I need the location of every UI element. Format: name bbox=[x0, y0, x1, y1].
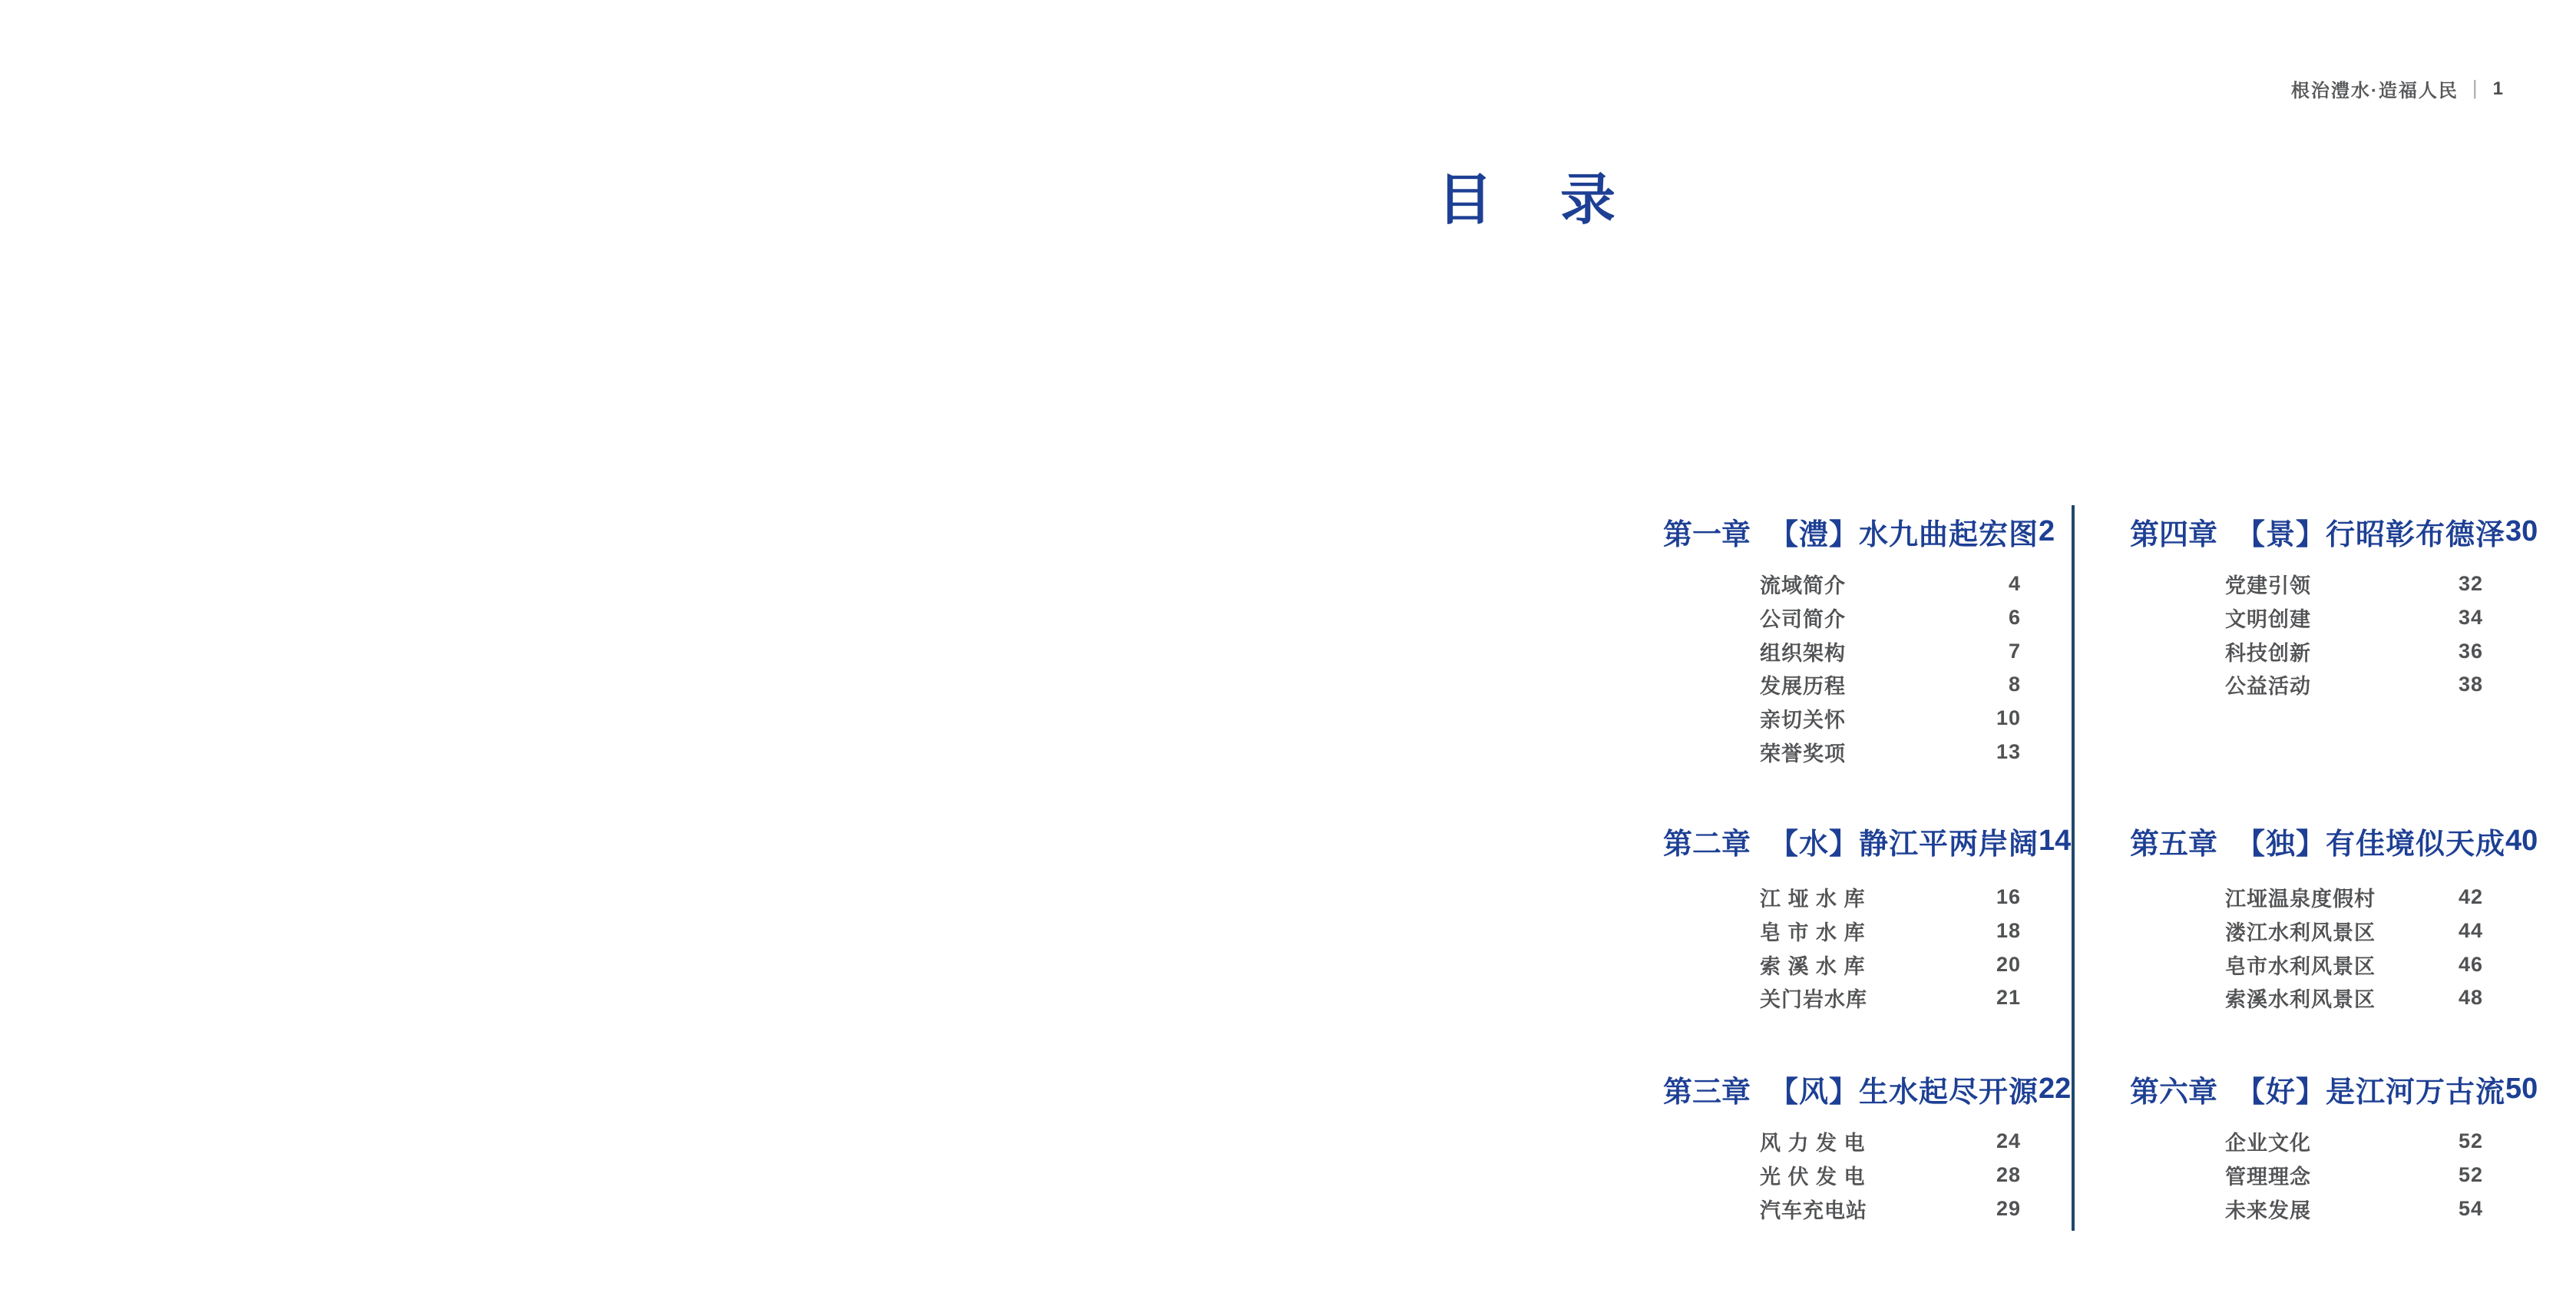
toc-section-row[interactable] bbox=[1760, 601, 2021, 635]
section-page-number: 7 bbox=[2008, 639, 2021, 663]
section-label: 皂市水利风景区 bbox=[2225, 954, 2376, 978]
section-page-number: 6 bbox=[2008, 606, 2021, 630]
chapter-title: 【风】生水起尽开源 bbox=[1769, 1076, 2039, 1109]
section-label: 组织架构 bbox=[1760, 641, 1846, 665]
chapter-title: 【澧】水九曲起宏图 bbox=[1769, 518, 2039, 551]
toc-section-row[interactable] bbox=[2225, 881, 2483, 914]
chapter-page-number: 14 bbox=[2039, 824, 2072, 857]
toc-section-row[interactable] bbox=[1760, 981, 2021, 1015]
toc-chapter-row[interactable] bbox=[2130, 824, 2538, 861]
section-label: 溇江水利风景区 bbox=[2225, 921, 2376, 945]
toc-section-row[interactable] bbox=[1760, 881, 2021, 914]
section-page-number: 42 bbox=[2458, 885, 2483, 909]
toc-section-row[interactable] bbox=[2225, 668, 2483, 702]
toc-chapter-row[interactable] bbox=[2130, 514, 2538, 551]
chapter-label: 第五章 bbox=[2130, 828, 2218, 861]
section-page-number: 13 bbox=[1996, 739, 2021, 763]
section-page-number: 36 bbox=[2458, 639, 2483, 663]
header-page-number: 1 bbox=[2492, 78, 2505, 99]
section-label: 亲切关怀 bbox=[1760, 709, 1846, 732]
chapter-label: 第二章 bbox=[1663, 828, 1751, 861]
section-page-number: 18 bbox=[1996, 919, 2021, 943]
section-label: 索 溪 水 库 bbox=[1760, 954, 1866, 978]
column-divider bbox=[2072, 505, 2075, 1231]
section-label: 流域简介 bbox=[1760, 574, 1846, 598]
chapter-page-number: 30 bbox=[2505, 514, 2538, 547]
toc-section-row[interactable] bbox=[2225, 981, 2483, 1015]
toc-section-row[interactable] bbox=[1760, 1192, 2021, 1225]
section-label: 江垭温泉度假村 bbox=[2225, 888, 2376, 911]
toc-section-row[interactable] bbox=[2225, 601, 2483, 635]
chapter-page-number: 22 bbox=[2039, 1072, 2072, 1105]
chapter-title: 【独】有佳境似天成 bbox=[2236, 828, 2506, 861]
toc-section-row[interactable] bbox=[1760, 668, 2021, 702]
toc-section-row[interactable] bbox=[1760, 634, 2021, 668]
chapter-label: 第六章 bbox=[2130, 1076, 2218, 1109]
section-label: 光 伏 发 电 bbox=[1760, 1165, 1866, 1189]
toc-section-row[interactable] bbox=[2225, 1192, 2483, 1225]
section-page-number: 48 bbox=[2458, 986, 2483, 1010]
toc-section-row[interactable] bbox=[2225, 1125, 2483, 1159]
page-header bbox=[2291, 75, 2505, 102]
toc-section-row[interactable] bbox=[1760, 947, 2021, 981]
section-label: 未来发展 bbox=[2225, 1199, 2311, 1222]
section-page-number: 28 bbox=[1996, 1163, 2021, 1187]
chapter-label: 第一章 bbox=[1663, 518, 1751, 551]
header-slogan: 根治澧水·造福人民 bbox=[2290, 81, 2459, 101]
toc-section-row[interactable] bbox=[1760, 702, 2021, 736]
section-label: 风 力 发 电 bbox=[1760, 1132, 1866, 1156]
section-label: 汽车充电站 bbox=[1760, 1199, 1867, 1222]
section-label: 关门岩水库 bbox=[1760, 988, 1867, 1012]
section-page-number: 38 bbox=[2458, 673, 2483, 696]
section-page-number: 29 bbox=[1996, 1196, 2021, 1220]
toc-section-row[interactable] bbox=[2225, 1159, 2483, 1192]
section-label: 索溪水利风景区 bbox=[2225, 988, 2376, 1012]
section-page-number: 44 bbox=[2458, 919, 2483, 943]
chapter-title: 【水】静江平两岸阔 bbox=[1769, 828, 2039, 861]
section-label: 党建引领 bbox=[2225, 574, 2311, 598]
toc-section-group bbox=[1760, 567, 2021, 769]
toc-section-row[interactable] bbox=[1760, 1159, 2021, 1192]
toc-section-row[interactable] bbox=[1760, 567, 2021, 601]
chapter-label: 第四章 bbox=[2130, 518, 2218, 551]
section-label: 江 垭 水 库 bbox=[1760, 888, 1866, 911]
chapter-page-number: 2 bbox=[2039, 514, 2055, 547]
section-label: 发展历程 bbox=[1760, 675, 1846, 699]
toc-section-row[interactable] bbox=[2225, 947, 2483, 981]
section-page-number: 8 bbox=[2008, 673, 2021, 696]
section-label: 荣誉奖项 bbox=[1760, 742, 1846, 765]
section-label: 管理理念 bbox=[2225, 1165, 2311, 1189]
section-page-number: 4 bbox=[2008, 572, 2021, 596]
section-page-number: 34 bbox=[2458, 606, 2483, 630]
header-separator: | bbox=[2472, 76, 2479, 99]
section-page-number: 21 bbox=[1996, 986, 2021, 1010]
section-label: 文明创建 bbox=[2225, 608, 2311, 632]
section-page-number: 46 bbox=[2458, 952, 2483, 976]
section-page-number: 10 bbox=[1996, 706, 2021, 730]
section-page-number: 24 bbox=[1996, 1129, 2021, 1153]
section-page-number: 52 bbox=[2458, 1163, 2483, 1187]
page-title: 目 录 bbox=[1437, 170, 1621, 231]
section-label: 公益活动 bbox=[2225, 675, 2311, 699]
chapter-page-number: 50 bbox=[2505, 1072, 2538, 1105]
chapter-label: 第三章 bbox=[1663, 1076, 1751, 1109]
section-page-number: 32 bbox=[2458, 572, 2483, 596]
chapter-title: 【好】是江河万古流 bbox=[2236, 1076, 2506, 1109]
toc-section-row[interactable] bbox=[1760, 914, 2021, 948]
toc-section-row[interactable] bbox=[2225, 914, 2483, 948]
toc-chapter-row[interactable] bbox=[1663, 824, 2072, 861]
toc-section-group bbox=[2225, 567, 2483, 702]
section-page-number: 20 bbox=[1996, 952, 2021, 976]
chapter-page-number: 40 bbox=[2505, 824, 2538, 857]
toc-section-group bbox=[2225, 1125, 2483, 1225]
section-label: 公司简介 bbox=[1760, 608, 1846, 632]
section-label: 企业文化 bbox=[2225, 1132, 2311, 1156]
toc-section-row[interactable] bbox=[2225, 634, 2483, 668]
toc-chapter-row[interactable] bbox=[2130, 1072, 2538, 1109]
toc-section-row[interactable] bbox=[1760, 735, 2021, 769]
toc-section-group bbox=[1760, 1125, 2021, 1225]
toc-section-group bbox=[1760, 881, 2021, 1015]
section-label: 科技创新 bbox=[2225, 641, 2311, 665]
section-page-number: 54 bbox=[2458, 1196, 2483, 1220]
toc-section-row[interactable] bbox=[2225, 567, 2483, 601]
toc-section-group bbox=[2225, 881, 2483, 1015]
section-page-number: 52 bbox=[2458, 1129, 2483, 1153]
chapter-title: 【景】行昭彰布德泽 bbox=[2236, 518, 2506, 551]
toc-chapter-row[interactable] bbox=[1663, 1072, 2072, 1109]
toc-section-row[interactable] bbox=[1760, 1125, 2021, 1159]
section-page-number: 16 bbox=[1996, 885, 2021, 909]
section-label: 皂 市 水 库 bbox=[1760, 921, 1866, 945]
toc-chapter-row[interactable] bbox=[1663, 514, 2055, 551]
